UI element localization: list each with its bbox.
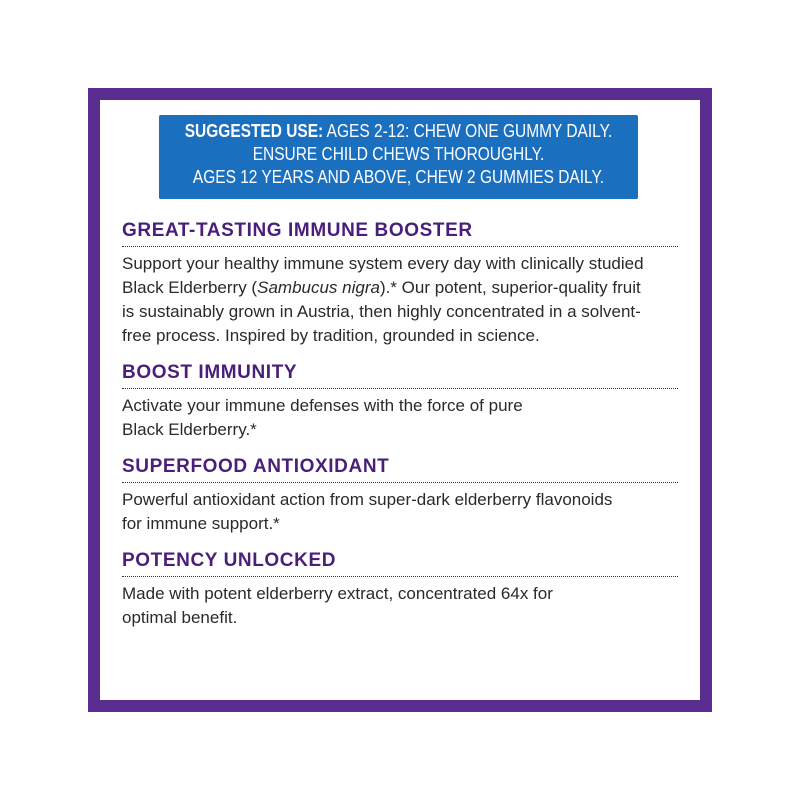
suggested-use-line-3: AGES 12 YEARS AND ABOVE, CHEW 2 GUMMIES DAILY. xyxy=(192,167,605,187)
section-boost-immunity xyxy=(122,360,678,442)
section-title: GREAT-TASTING IMMUNE BOOSTER xyxy=(122,218,678,247)
body-line: is sustainably grown in Austria, then highly concentrated in a solvent- xyxy=(122,302,641,321)
body-line: free process. Inspired by tradition, grounded in science. xyxy=(122,326,540,345)
benefits-content xyxy=(122,218,678,642)
section-superfood-antioxidant xyxy=(122,454,678,536)
section-body xyxy=(122,483,678,536)
body-line: Powerful antioxidant action from super-dark elderberry flavonoids xyxy=(122,490,613,509)
suggested-use-line-2: ENSURE CHILD CHEWS THOROUGHLY. xyxy=(252,144,545,164)
body-line: optimal benefit. xyxy=(122,608,238,627)
body-line: Made with potent elderberry extract, concentrated 64x for xyxy=(122,584,553,603)
body-line xyxy=(122,276,678,300)
suggested-use-banner xyxy=(159,115,638,199)
section-title: SUPERFOOD ANTIOXIDANT xyxy=(122,454,678,483)
body-text: Black Elderberry ( xyxy=(122,278,258,297)
label-panel-frame xyxy=(88,88,712,712)
suggested-use-line-1 xyxy=(159,120,638,143)
body-text: ).* Our potent, superior-quality fruit xyxy=(379,278,641,297)
suggested-use-text-1: AGES 2-12: CHEW ONE GUMMY DAILY. xyxy=(323,121,613,141)
latin-name: Sambucus nigra xyxy=(257,278,380,297)
body-line: Activate your immune defenses with the force of pure xyxy=(122,396,523,415)
section-body xyxy=(122,247,678,348)
section-immune-booster xyxy=(122,218,678,348)
section-body xyxy=(122,389,678,442)
body-line: for immune support.* xyxy=(122,514,280,533)
body-line: Support your healthy immune system every day with clinically studied xyxy=(122,254,644,273)
label-panel xyxy=(100,100,700,700)
section-title: POTENCY UNLOCKED xyxy=(122,548,678,577)
section-body xyxy=(122,577,678,630)
suggested-use-label: SUGGESTED USE: xyxy=(184,121,324,141)
section-potency-unlocked xyxy=(122,548,678,630)
body-line: Black Elderberry.* xyxy=(122,420,257,439)
section-title: BOOST IMMUNITY xyxy=(122,360,678,389)
